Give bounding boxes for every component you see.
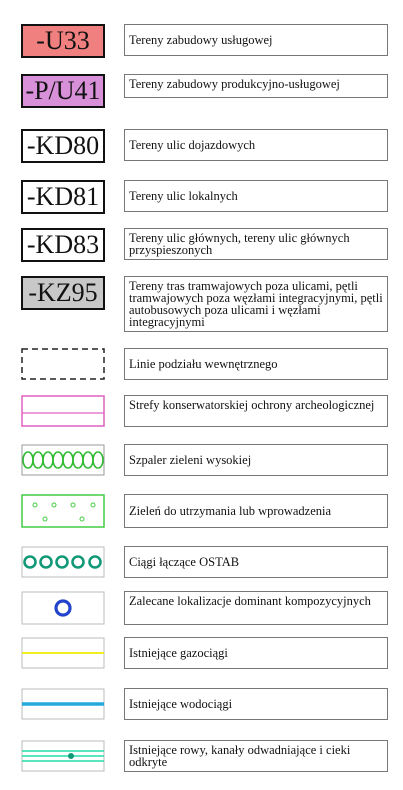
zone-code-swatch: -U33 <box>21 24 105 58</box>
dominant-circle-icon <box>21 591 105 625</box>
legend-description: Istniejące wodociągi <box>124 688 388 720</box>
dashed-boundary-icon <box>21 348 105 380</box>
ostab-circles-icon <box>21 546 105 578</box>
zone-code-swatch: -KD80 <box>21 129 105 163</box>
zone-code-swatch: -KZ95 <box>21 276 105 310</box>
legend-description: Tereny ulic lokalnych <box>124 180 388 212</box>
legend-description: Tereny zabudowy usługowej <box>124 24 388 56</box>
legend-description: Istniejące gazociągi <box>124 637 388 669</box>
legend-row-kz95 <box>0 276 403 332</box>
zone-code-swatch: -KD81 <box>21 180 105 214</box>
legend-row-pu41 <box>0 74 403 108</box>
zone-code-swatch: -KD83 <box>21 228 105 262</box>
green-area-icon <box>21 494 105 528</box>
legend-row-green-area <box>0 494 403 528</box>
legend-row-dashed <box>0 348 403 380</box>
legend-row-kd81 <box>0 180 403 214</box>
legend-description: Tereny ulic głównych, tereny ulic głównych przyspieszonych <box>124 228 388 260</box>
legend-description: Strefy konserwatorskiej ochrony archeologicznej <box>124 395 388 427</box>
legend-row-ditches <box>0 740 403 772</box>
legend-description: Ciągi łączące OSTAB <box>124 546 388 578</box>
legend-description: Zalecane lokalizacje dominant kompozycyjnych <box>124 591 388 625</box>
gas-line-icon <box>21 637 105 669</box>
legend-row-dominant <box>0 591 403 625</box>
legend-description: Szpaler zieleni wysokiej <box>124 444 388 476</box>
legend-description: Tereny tras tramwajowych poza ulicami, pętli tramwajowych poza węzłami integracyjnymi, pętli autobusowych poza ulicami i węzłami integracyjnymi <box>124 276 388 332</box>
legend-row-kd80 <box>0 129 403 163</box>
legend-description: Istniejące rowy, kanały odwadniające i cieki odkryte <box>124 740 388 772</box>
ditch-lines-icon <box>21 740 105 772</box>
water-line-icon <box>21 688 105 720</box>
legend-row-archaeology <box>0 395 403 427</box>
legend-description: Tereny zabudowy produkcyjno-usługowej <box>124 74 388 98</box>
legend-row-water <box>0 688 403 720</box>
legend-description: Linie podziału wewnętrznego <box>124 348 388 380</box>
legend-row-tree-row <box>0 444 403 476</box>
legend-row-kd83 <box>0 228 403 262</box>
archaeological-zone-icon <box>21 395 105 427</box>
legend-row-u33 <box>0 24 403 58</box>
tree-row-icon <box>21 444 105 476</box>
zone-code-swatch: -P/U41 <box>21 74 105 108</box>
legend-description: Zieleń do utrzymania lub wprowadzenia <box>124 494 388 528</box>
legend-row-ostab <box>0 546 403 578</box>
legend-row-gas <box>0 637 403 669</box>
legend-description: Tereny ulic dojazdowych <box>124 129 388 161</box>
